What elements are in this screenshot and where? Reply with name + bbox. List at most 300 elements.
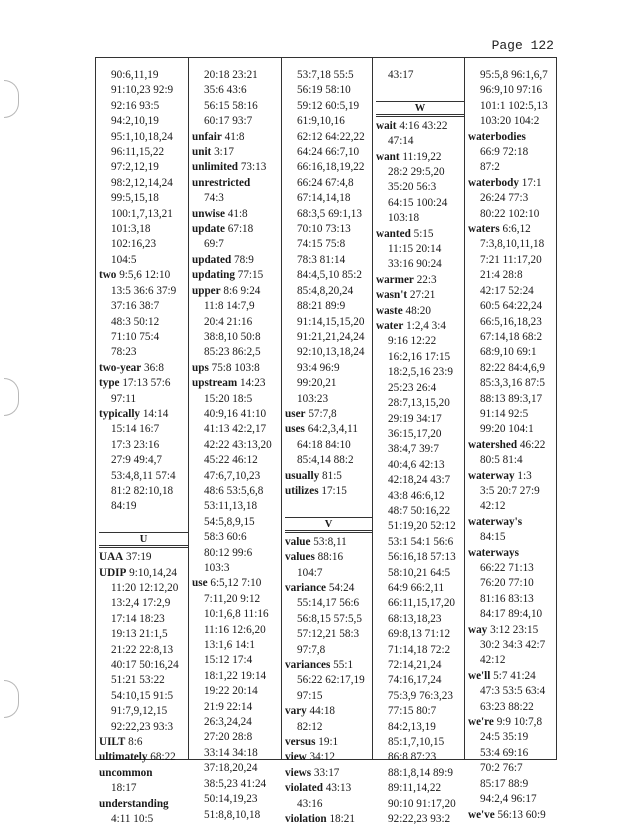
index-page-refs: 48:20 (402, 304, 431, 317)
index-ref-line: 66:11,15,17,20 (388, 597, 456, 610)
index-ref-line: 41:13 42:2,17 (204, 423, 267, 436)
index-term: way (468, 623, 488, 636)
index-ref-line: 66:9 72:18 (480, 146, 529, 159)
index-entry (285, 812, 372, 827)
section-letter-header: W (376, 101, 464, 117)
index-column-2 (189, 58, 282, 821)
index-ref-line: 11:16 12:6,20 (204, 623, 266, 636)
index-term: user (285, 407, 306, 420)
index-ref-line: 85:17 88:9 (480, 777, 529, 790)
index-ref-line: 37:16 38:7 (111, 300, 160, 313)
binder-hole-middle (4, 378, 19, 416)
index-page-refs: 75:8 103:8 (208, 361, 260, 374)
binder-hole-top (4, 80, 19, 118)
index-ref-line: 85:4,8,20,24 (297, 284, 354, 297)
index-ref-line: 27:9 49:4,7 (111, 454, 162, 467)
index-term: unwise (192, 207, 225, 220)
index-ref-line: 3:5 20:7 27:9 (480, 484, 540, 497)
index-term: use (192, 577, 208, 590)
index-ref-line: 78:3 81:14 (297, 253, 346, 266)
index-term: value (285, 535, 311, 548)
index-entry (99, 268, 188, 283)
index-ref-line: 11:8 14:7,9 (204, 300, 255, 313)
index-ref-line: 33:16 90:24 (388, 258, 442, 271)
index-entry (192, 160, 281, 175)
index-ref-line: 48:3 50:12 (111, 315, 160, 328)
index-ref-line: 18:17 (111, 782, 137, 795)
index-term: UDIP (99, 566, 127, 579)
index-term: two-year (99, 361, 142, 374)
index-ref-line: 103:23 (297, 392, 329, 405)
index-ref-line: 98:2,12,14,24 (111, 176, 173, 189)
index-entry (468, 515, 558, 530)
index-term: wanted (376, 227, 411, 240)
index-ref-line: 95:5,8 96:1,6,7 (480, 69, 548, 81)
index-ref-line: 103:3 (204, 562, 230, 574)
index-ref-line: 81:16 83:13 (480, 592, 534, 605)
index-term: type (99, 377, 120, 390)
index-ref-line: 85:1,7,10,15 (388, 736, 445, 749)
index-page-refs: 43:13 (322, 782, 352, 795)
index-page-refs: 17:15 (318, 484, 347, 497)
index-ref-line: 103:20 104:2 (480, 115, 540, 128)
index-page-refs: 68:22 (147, 751, 176, 764)
index-ref-line: 104:5 (111, 253, 137, 266)
index-ref-line: 25:23 26:4 (388, 381, 437, 394)
index-ref-line: 85:3,3,16 87:5 (480, 377, 545, 390)
index-ref-line: 19:13 21:1,5 (111, 628, 168, 641)
index-ref-line: 91:14,15,15,20 (297, 315, 365, 328)
index-ref-line: 28:2 29:5,20 (388, 166, 445, 179)
index-ref-line: 80:22 102:10 (480, 207, 540, 220)
index-ref-line: 82:22 84:4,6,9 (480, 361, 545, 374)
index-term: warmer (376, 273, 414, 286)
index-ref-line: 24:5 35:19 (480, 731, 529, 744)
index-page-refs: 11:19,22 (399, 150, 442, 163)
index-ref-line: 99:5,15,18 (111, 192, 159, 205)
index-entry (376, 227, 464, 242)
index-page-refs: 8:6 (125, 736, 143, 749)
index-page-refs: 88:16 (314, 551, 344, 564)
index-term: update (192, 223, 225, 236)
index-page-refs: 14:23 (237, 377, 266, 390)
index-ref-line: 36:15,17,20 (388, 427, 442, 440)
index-page-refs: 6:6,12 (499, 223, 531, 236)
index-ref-line: 66:22 71:13 (480, 562, 534, 574)
index-ref-line: 16:2,16 17:15 (388, 350, 451, 363)
index-entry (192, 576, 281, 591)
index-ref-line: 77:15 80:7 (388, 705, 437, 718)
index-term: typically (99, 407, 141, 420)
index-entry (285, 484, 372, 499)
index-ref-line: 59:12 60:5,19 (297, 99, 360, 112)
index-term: versus (285, 736, 316, 749)
index-ref-line: 68:9,10 69:1 (480, 346, 537, 359)
index-entry (99, 766, 188, 781)
index-ref-line: 40:9,16 41:10 (204, 407, 267, 420)
index-page-refs: 17:13 57:6 (119, 377, 171, 390)
spacer-row (376, 83, 464, 98)
index-ref-line: 56:8,15 57:5,5 (297, 612, 362, 625)
index-ref-line: 58:10,21 64:5 (388, 566, 451, 579)
index-ref-line: 64:15 100:24 (388, 196, 448, 209)
index-ref-line: 94:2,10,19 (111, 115, 159, 128)
index-ref-line: 68:3,5 69:1,13 (297, 207, 362, 220)
index-entry (376, 319, 464, 334)
index-ref-line: 51:8,8,10,18 (204, 808, 261, 821)
index-ref-line: 68:13,18,23 (388, 612, 442, 625)
index-ref-line: 47:6,7,10,23 (204, 469, 261, 482)
index-term: uses (285, 423, 305, 436)
index-ref-line: 82:12 (297, 720, 323, 733)
index-entry (285, 735, 372, 750)
index-ref-line: 88:13 89:3,17 (480, 392, 543, 405)
index-ref-line: 90:10 91:17,20 (388, 797, 456, 810)
index-ref-line: 87:2 (480, 161, 500, 174)
index-term: watershed (468, 438, 518, 451)
index-term: updated (192, 253, 232, 266)
index-ref-line: 91:10,23 92:9 (111, 84, 174, 97)
index-page-refs: 73:13 (238, 161, 267, 174)
index-ref-line: 51:19,20 52:12 (388, 520, 456, 533)
index-ref-line: 84:17 89:4,10 (480, 608, 543, 621)
index-term: waterbodies (468, 130, 526, 143)
index-entry (99, 407, 188, 422)
index-term: ultimately (99, 751, 148, 764)
index-ref-line: 53:4 69:16 (480, 746, 529, 759)
index-entry (192, 176, 281, 191)
index-ref-line: 86:8 87:23 (388, 751, 437, 764)
index-ref-line: 60:5 64:22,24 (480, 300, 543, 313)
index-entry (285, 766, 372, 781)
index-ref-line: 50:14,19,23 (204, 793, 258, 806)
index-page-refs: 41:8 (221, 130, 245, 143)
index-ref-line: 15:12 17:4 (204, 654, 253, 667)
index-term: waterways (468, 546, 519, 559)
index-page-refs: 19:1 (315, 736, 339, 749)
index-ref-line: 93:4 96:9 (297, 361, 340, 374)
index-page-refs: 17:1 (518, 176, 542, 189)
index-ref-line: 37:18,20,24 (204, 762, 258, 775)
index-page-refs: 36:8 (141, 361, 164, 374)
index-ref-line: 74:15 75:8 (297, 238, 346, 251)
index-ref-line: 4:11 10:5 (111, 813, 154, 826)
index-term: uncommon (99, 766, 153, 779)
index-ref-line: 70:2 76:7 (480, 762, 523, 775)
index-ref-line: 21:9 22:14 (204, 700, 253, 713)
index-page-refs: 5:15 (410, 227, 434, 240)
index-ref-line: 55:14,17 56:6 (297, 597, 360, 610)
index-page-refs: 67:18 (224, 223, 254, 236)
index-term: UAA (99, 551, 124, 564)
index-ref-line: 56:15 58:16 (204, 99, 258, 112)
index-ref-line: 51:21 53:22 (111, 674, 165, 687)
index-entry (468, 438, 558, 453)
index-entry (99, 361, 188, 376)
index-ref-line: 104:7 (297, 566, 323, 579)
index-ref-line: 76:20 77:10 (480, 577, 534, 590)
index-ref-line: 92:16 93:5 (111, 99, 160, 112)
index-ref-line: 74:16,17,24 (388, 674, 442, 687)
index-ref-line: 67:14,18 68:2 (480, 330, 543, 343)
index-ref-line: 71:10 75:4 (111, 330, 160, 343)
index-term: waters (468, 223, 500, 236)
index-ref-line: 42:22 43:13,20 (204, 438, 272, 451)
index-page-refs: 1:2,4 3:4 (403, 320, 446, 333)
index-page-refs: 81:5 (319, 469, 342, 482)
index-ref-line: 47:14 (388, 135, 414, 148)
index-entry (468, 808, 558, 823)
index-ref-line: 60:17 93:7 (204, 115, 253, 128)
index-ref-line: 33:14 34:18 (204, 746, 258, 759)
index-page-refs: 3:12 23:15 (487, 623, 539, 636)
index-ref-line: 53:4,8,11 57:4 (111, 469, 176, 482)
index-entry (99, 735, 188, 750)
index-term: want (376, 150, 400, 163)
index-ref-line: 54:10,15 91:5 (111, 689, 174, 702)
index-ref-line: 58:3 60:6 (204, 531, 247, 544)
index-ref-line: 20:18 23:21 (204, 69, 258, 81)
spacer-row (285, 499, 372, 514)
index-ref-line: 72:14,21,24 (388, 659, 442, 672)
index-ref-line: 7:3,8,10,11,18 (480, 238, 545, 251)
index-page-refs: 9:9 10:7,8 (493, 716, 543, 729)
index-entry (99, 376, 188, 391)
index-ref-line: 27:20 28:8 (204, 731, 253, 744)
index-entry (192, 284, 281, 299)
index-ref-line: 97:7,8 (297, 643, 326, 656)
index-ref-line: 38:4,7 39:7 (388, 443, 439, 456)
index-entry (192, 222, 281, 237)
index-term: violated (285, 782, 323, 795)
index-entry (376, 273, 464, 288)
index-entry (285, 535, 372, 550)
index-term: upstream (192, 377, 238, 390)
index-column-4 (373, 58, 465, 826)
index-term: wasn't (376, 289, 408, 302)
index-ref-line: 42:12 (480, 500, 506, 513)
index-entry (285, 469, 372, 484)
index-ref-line: 69:8,13 71:12 (388, 628, 451, 641)
index-ref-line: 91:14 92:5 (480, 407, 529, 420)
index-entry (285, 658, 372, 673)
index-ref-line: 89:11,14,22 (388, 782, 442, 795)
index-term: waterway's (468, 515, 523, 528)
index-term: vary (285, 705, 307, 718)
index-entry (468, 546, 558, 561)
index-ref-line: 100:1,7,13,21 (111, 207, 173, 220)
index-entry (376, 150, 464, 165)
index-ref-line: 45:22 46:12 (204, 454, 258, 467)
index-ref-line: 53:7,18 55:5 (297, 69, 354, 81)
index-page-refs: 14:14 (140, 407, 169, 420)
index-column-1 (96, 58, 189, 826)
index-ref-line: 13:5 36:6 37:9 (111, 284, 177, 297)
index-page-refs: 4:16 43:22 (396, 119, 448, 132)
index-entry (468, 130, 558, 145)
index-term: ups (192, 361, 209, 374)
index-ref-line: 84:4,5,10 85:2 (297, 269, 362, 282)
index-term: we've (468, 808, 495, 821)
index-page-refs: 22:3 (413, 273, 437, 286)
index-term: we're (468, 716, 494, 729)
index-ref-line: 21:4 28:8 (480, 269, 523, 282)
index-ref-line: 26:3,24,24 (204, 716, 252, 729)
index-term: two (99, 269, 117, 282)
index-term: variances (285, 659, 331, 672)
index-entry (285, 581, 372, 596)
index-ref-line: 19:22 20:14 (204, 685, 258, 698)
index-page-refs: 5:7 41:24 (490, 669, 536, 682)
index-ref-line: 7:21 11:17,20 (480, 253, 542, 266)
index-ref-line: 61:9,10,16 (297, 115, 345, 128)
index-ref-line: 66:5,16,18,23 (480, 315, 542, 328)
index-term: violation (285, 813, 327, 826)
index-ref-line: 11:15 20:14 (388, 243, 442, 256)
index-page-refs: 6:5,12 7:10 (207, 577, 262, 590)
index-ref-line: 48:6 53:5,6,8 (204, 484, 264, 497)
index-term: view (285, 751, 307, 764)
index-entry (285, 550, 372, 565)
index-term: unfair (192, 130, 222, 143)
index-ref-line: 17:3 23:16 (111, 438, 160, 451)
index-ref-line: 40:17 50:16,24 (111, 659, 179, 672)
index-ref-line: 40:4,6 42:13 (388, 458, 445, 471)
index-ref-line: 99:20 104:1 (480, 423, 534, 436)
index-entry (285, 750, 372, 765)
index-entry (99, 750, 188, 765)
index-entry (376, 119, 464, 134)
index-ref-line: 7:11,20 9:12 (204, 592, 261, 605)
index-ref-line: 38:8,10 50:8 (204, 330, 261, 343)
index-entry (468, 623, 558, 638)
index-entry (192, 253, 281, 268)
index-entry (192, 145, 281, 160)
index-term: water (376, 320, 404, 333)
index-ref-line: 56:16,18 57:13 (388, 551, 456, 564)
index-term: understanding (99, 797, 169, 810)
index-ref-line: 69:7 (204, 238, 224, 251)
index-ref-line: 64:18 84:10 (297, 438, 351, 451)
index-page-refs: 56:13 60:9 (494, 808, 546, 821)
index-ref-line: 11:20 12:12,20 (111, 581, 179, 594)
index-entry (192, 361, 281, 376)
index-ref-line: 88:1,8,14 89:9 (388, 766, 453, 779)
index-ref-line: 101:1 102:5,13 (480, 99, 548, 112)
index-ref-line: 80:12 99:6 (204, 546, 253, 559)
index-ref-line: 84:19 (111, 500, 137, 513)
index-ref-line: 64:9 66:2,11 (388, 581, 445, 594)
index-column-5 (465, 58, 558, 821)
index-ref-line: 96:9,10 97:16 (480, 84, 543, 97)
index-term: unlimited (192, 161, 239, 174)
index-ref-line: 91:7,9,12,15 (111, 705, 168, 718)
index-ref-line: 54:5,8,9,15 (204, 515, 255, 528)
index-table (95, 57, 557, 826)
index-ref-line: 48:7 50:16,22 (388, 504, 451, 517)
index-ref-line: 47:3 53:5 63:4 (480, 685, 546, 698)
index-ref-line: 97:2,12,19 (111, 161, 159, 174)
index-page-refs: 9:10,14,24 (126, 566, 178, 579)
index-ref-line: 102:16,23 (111, 238, 157, 251)
index-page-refs: 44:18 (306, 705, 336, 718)
index-entry (192, 130, 281, 145)
index-term: we'll (468, 669, 491, 682)
index-entry (99, 566, 188, 581)
index-page-refs: 57:7,8 (305, 407, 337, 420)
index-ref-line: 10:1,6,8 11:16 (204, 608, 269, 621)
index-ref-line: 92:22,23 93:2 (388, 813, 451, 826)
index-entry (192, 268, 281, 283)
index-term: views (285, 766, 312, 779)
index-entry (192, 207, 281, 222)
index-page-refs: 27:21 (407, 289, 436, 302)
index-page-refs: 46:22 (517, 438, 546, 451)
index-page-refs: 41:8 (224, 207, 248, 220)
index-ref-line: 63:23 88:22 (480, 700, 534, 713)
index-ref-line: 13:2,4 17:2,9 (111, 597, 171, 610)
index-ref-line: 94:2,4 96:17 (480, 793, 537, 806)
index-ref-line: 57:12,21 58:3 (297, 628, 360, 641)
index-term: unrestricted (192, 176, 251, 189)
index-entry (285, 781, 372, 796)
index-ref-line: 84:2,13,19 (388, 720, 436, 733)
index-ref-line: 9:16 12:22 (388, 335, 437, 348)
index-page-refs: 64:2,3,4,11 (304, 423, 358, 436)
index-ref-line: 35:6 43:6 (204, 84, 247, 97)
index-ref-line: 103:18 (388, 212, 420, 225)
index-term: waterbody (468, 176, 519, 189)
index-entry (468, 469, 558, 484)
page-number: Page 122 (491, 38, 554, 53)
index-ref-line: 66:16,18,19,22 (297, 161, 365, 174)
index-ref-line: 29:19 34:17 (388, 412, 442, 425)
index-ref-line: 81:2 82:10,18 (111, 484, 174, 497)
index-ref-line: 42:17 52:24 (480, 284, 534, 297)
binder-hole-bottom (4, 680, 19, 718)
index-ref-line: 28:7,13,15,20 (388, 397, 450, 410)
index-page-refs: 18:21 (326, 813, 355, 826)
index-page-refs: 9:5,6 12:10 (116, 269, 171, 282)
index-page-refs: 37:19 (123, 551, 152, 564)
index-ref-line: 20:4 21:16 (204, 315, 253, 328)
index-page-refs: 1:3 (514, 469, 532, 482)
index-term: waste (376, 304, 403, 317)
index-ref-line: 38:5,23 41:24 (204, 777, 267, 790)
index-ref-line: 17:14 18:23 (111, 612, 165, 625)
index-term: wait (376, 119, 397, 132)
index-ref-line: 35:20 56:3 (388, 181, 437, 194)
index-ref-line: 96:11,15,22 (111, 146, 165, 159)
index-ref-line: 56:22 62:17,19 (297, 674, 365, 687)
index-ref-line: 91:21,21,24,24 (297, 330, 365, 343)
index-ref-line: 43:16 (297, 797, 323, 810)
index-term: variance (285, 581, 327, 594)
index-entry (285, 407, 372, 422)
index-ref-line: 71:14,18 72:2 (388, 643, 451, 656)
index-ref-line: 18:2,5,16 23:9 (388, 366, 453, 379)
index-entry (285, 704, 372, 719)
index-entry (376, 288, 464, 303)
index-ref-line: 99:20,21 (297, 377, 337, 390)
index-entry (285, 422, 372, 437)
index-column-3 (282, 58, 373, 826)
section-letter-header: V (285, 517, 372, 533)
index-ref-line: 18:1,22 19:14 (204, 669, 267, 682)
index-ref-line: 78:23 (111, 346, 137, 359)
index-ref-line: 30:2 34:3 42:7 (480, 639, 546, 652)
index-ref-line: 90:6,11,19 (111, 69, 159, 81)
